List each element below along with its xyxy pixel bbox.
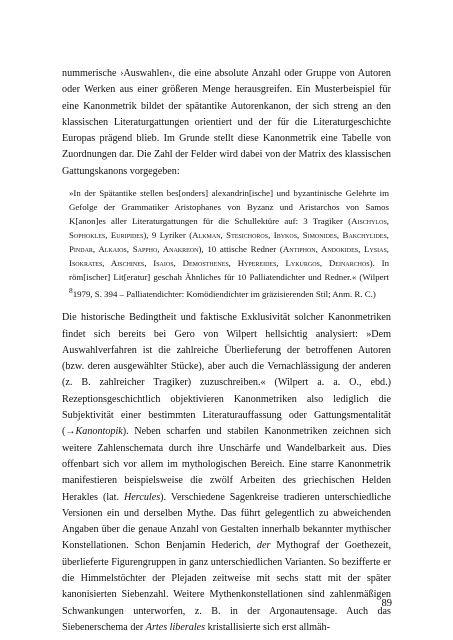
italic-term: Hercules: [123, 491, 161, 503]
quote-text: ). In röm[ischer] Lit[eratur] geschah Ähnliches für 10 Palliatendichter und Redner.« (Wilpert: [69, 257, 390, 282]
quote-text: ), 9 Lyriker (: [143, 229, 193, 240]
cross-reference-term: Kanontopik: [75, 426, 123, 438]
lyricists-names: Alkman, Stesichoros, Ibykos, Simonides, Bakchylides, Pindar, Alkaios, Sappho, Anakreon: [69, 229, 389, 254]
quote-text: 1979, S. 394 – Palliatendichter: Komödiendichter im gräzisierenden Stil; Anm. R. C.): [72, 289, 376, 300]
paragraph-text: ). Verschiedene Sagenkreise tradieren unterschiedliche Versionen ein und derselben Mythe. Das führt gelegentlich zu abweichenden Angaben über die genaue Anzahl von Gestalten innerhalb bekannter mythischer Konstellationen. Schon Benjamin Hederich,: [62, 491, 391, 552]
page-number: 89: [381, 598, 392, 609]
tragedians-names: Aischylos, Sophokles, Euripides: [69, 215, 389, 240]
paragraph-text: Die historische Bedingtheit und faktische Exklusivität solcher Kanonmetriken findet sich bereits bei Gero von Wilpert hellsichtig analysiert: »Dem Auswahlverfahren ist die zahlreiche Überlieferung der betroffenen Autoren (bzw. deren ausgewählter Stücke), aber auch die Vernachlässigung der anderen (z. B. zahlreicher Tragiker) zuzuschreiben.« (Wilpert a. a. O., ebd.) Rezeptionsgeschichtlich objektivieren Kanonmetriken also lediglich die Subjektivität einer bestimmten Literaturauffassung oder Gattungsmentalität (: [62, 312, 391, 438]
paragraph-text: Mythograf der Goethezeit, überlieferte Figurengruppen in ganz unterschiedlichen Varianten. So bezifferte er die Himmelstöchter der Plejaden zeitweise mit sechs statt mit der später kanonisierten Siebenzahl. Weitere Mythenkonstellationen sind zahlenmäßigen Schwankungen unterworfen, z. B. in der Argonautensage. Auch das Siebenerschema der: [62, 540, 391, 633]
quote-text: ), 10 attische Redner (: [198, 243, 283, 254]
italic-term: der: [256, 540, 271, 552]
page-body: [62, 66, 391, 636]
paragraph-1: nummerische ›Auswahlen‹, die eine absolute Anzahl oder Gruppe von Autoren oder Werken aus einer größeren Menge herausgreifen. Ein Musterbeispiel für eine Kanonmetrik bildet der spätantike Autorenkanon, der sich streng an den klassischen Literaturgattungen orientiert und der für die Literaturgeschichte Europas prägend blieb. Im Grunde stellt diese Kanonmetrik eine Tabelle von Zuordnungen dar. Die Zahl der Felder wird dabei von der Matrix des klassischen Gattungskanons vorgegeben:: [62, 68, 391, 177]
orators-names: Antiphon, Andokides, Lysias, Isokrates, Aischines, Isaios, Demosthenes, Hypereides, Lykurgos, Deinarchos: [69, 243, 390, 268]
quote-text: »In der Spätantike stellen bes[onders] alexandrin[ische] und byzantinische Gelehrte im Gefolge der Grammatiker Aristophanes von Byzanz und Aristarchos von Samos K[anon]es aller Literaturgattungen für die Schullektüre auf: 3 Tragiker (: [69, 188, 389, 226]
block-quote: [69, 187, 389, 302]
edition-superscript: 8: [69, 286, 73, 296]
italic-term: Artes liberales: [145, 621, 206, 633]
paragraph-text: kristallisierte sich erst allmäh-: [205, 621, 330, 633]
paragraph-text: ). Neben scharfen und stabilen Kanonmetriken zeichnen sich weitere Zahlenschemata durch ihre Unschärfe und Wandelbarkeit aus. Dies offenbart sich vor allem im mythologischen Bereich. Eine starre Kanonmetrik manifestieren beispielsweise die zwölf Arbeiten des griechischen Helden Herakles (lat.: [62, 426, 391, 503]
paragraph-2: [62, 310, 391, 636]
cross-reference-arrow: →: [65, 426, 76, 438]
